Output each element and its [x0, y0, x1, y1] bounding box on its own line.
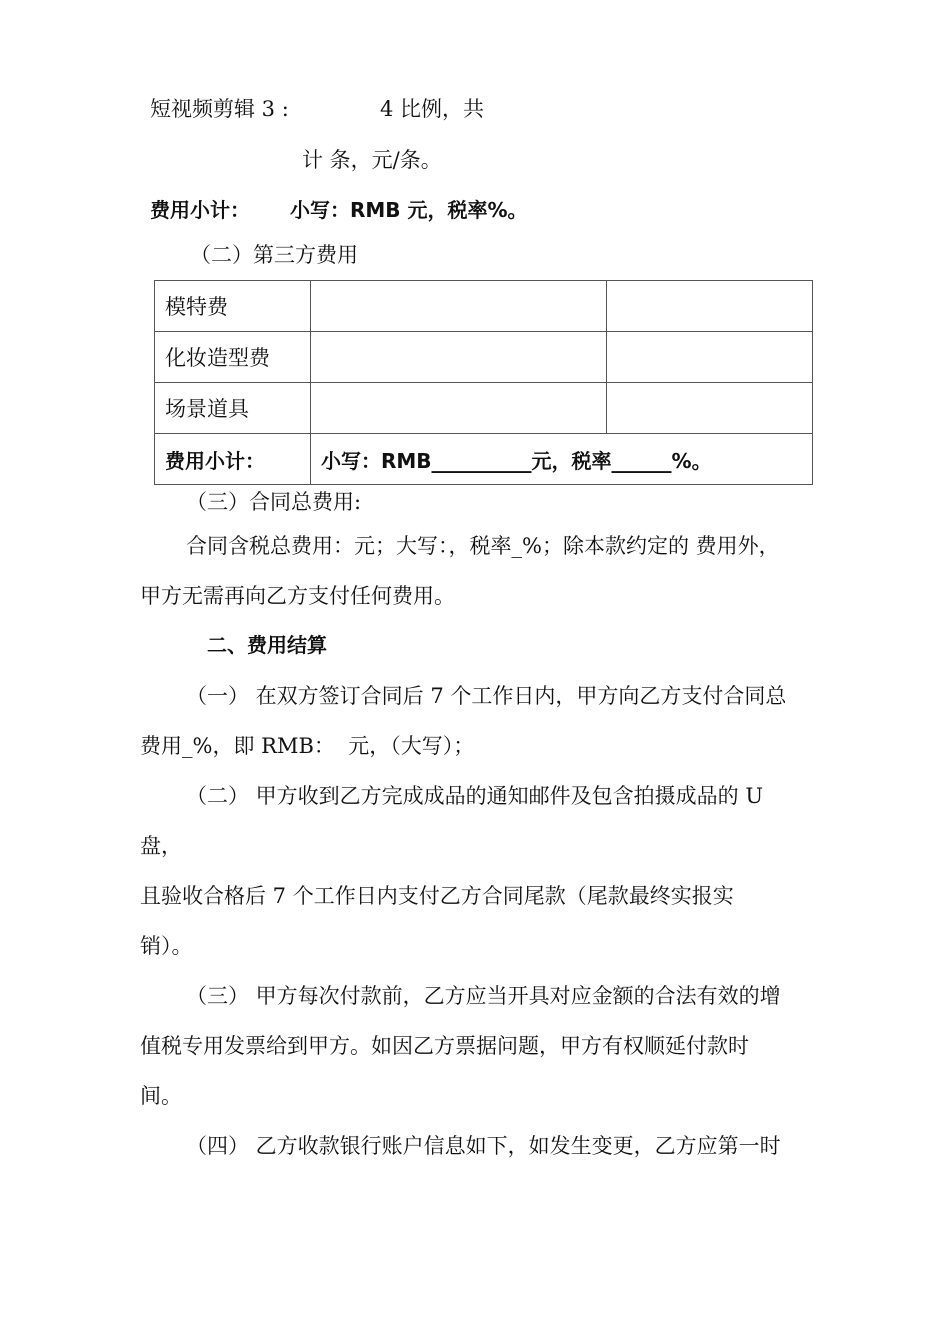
settlement-paragraph-line: （一） 在双方签订合同后 7 个工作日内，甲方向乙方支付合同总 — [186, 684, 787, 708]
third-party-heading: （二）第三方费用 — [190, 243, 358, 267]
table-row — [155, 281, 813, 332]
subtotal-label: 费用小计： — [150, 198, 250, 222]
fee-item: 场景道具 — [155, 383, 311, 434]
table-row — [155, 332, 813, 383]
settlement-paragraph-line: 且验收合格后 7 个工作日内支付乙方合同尾款（尾款最终实报实 — [140, 884, 734, 908]
total-paragraph-line: 甲方无需再向乙方支付任何费用。 — [140, 584, 455, 608]
fee-note — [607, 332, 813, 383]
fee-note — [607, 383, 813, 434]
settlement-paragraph-line: 销）。 — [140, 934, 193, 958]
third-party-fee-table — [154, 280, 813, 485]
settlement-paragraph-line: 盘， — [140, 834, 182, 858]
settlement-paragraph-line: 值税专用发票给到甲方。如因乙方票据问题，甲方有权顺延付款时 — [140, 1034, 749, 1058]
settlement-paragraph-line: 费用_%，即 RMB： 元，（大写）； — [140, 734, 475, 758]
table-subtotal-label: 费用小计： — [155, 434, 311, 485]
settlement-paragraph-line: （四） 乙方收款银行账户信息如下，如发生变更，乙方应第一时 — [186, 1134, 781, 1158]
fee-item: 模特费 — [155, 281, 311, 332]
clip-count: 计 条，元/条。 — [302, 148, 442, 172]
settlement-paragraph-line: 间。 — [140, 1084, 182, 1108]
settlement-heading: 二、费用结算 — [207, 633, 327, 657]
clip-ratio-label: 短视频剪辑 3 : — [150, 97, 289, 121]
clip-ratio-value: 4 比例，共 — [380, 97, 485, 121]
fee-amount — [311, 281, 607, 332]
fee-amount — [311, 383, 607, 434]
table-row-subtotal — [155, 434, 813, 485]
subtotal-value: 小写：RMB 元，税率%。 — [290, 198, 528, 222]
table-row — [155, 383, 813, 434]
fee-note — [607, 281, 813, 332]
settlement-paragraph-line: （二） 甲方收到乙方完成成品的通知邮件及包含拍摄成品的 U — [186, 784, 764, 808]
total-paragraph-line: 合同含税总费用：元；大写：，税率_%；除本款约定的 费用外， — [186, 534, 780, 558]
total-heading: （三）合同总费用: — [186, 490, 362, 514]
fee-item: 化妆造型费 — [155, 332, 311, 383]
table-subtotal-value: 小写：RMB__________元，税率______%。 — [311, 434, 813, 485]
settlement-paragraph-line: （三） 甲方每次付款前，乙方应当开具对应金额的合法有效的增 — [186, 984, 781, 1008]
fee-amount — [311, 332, 607, 383]
